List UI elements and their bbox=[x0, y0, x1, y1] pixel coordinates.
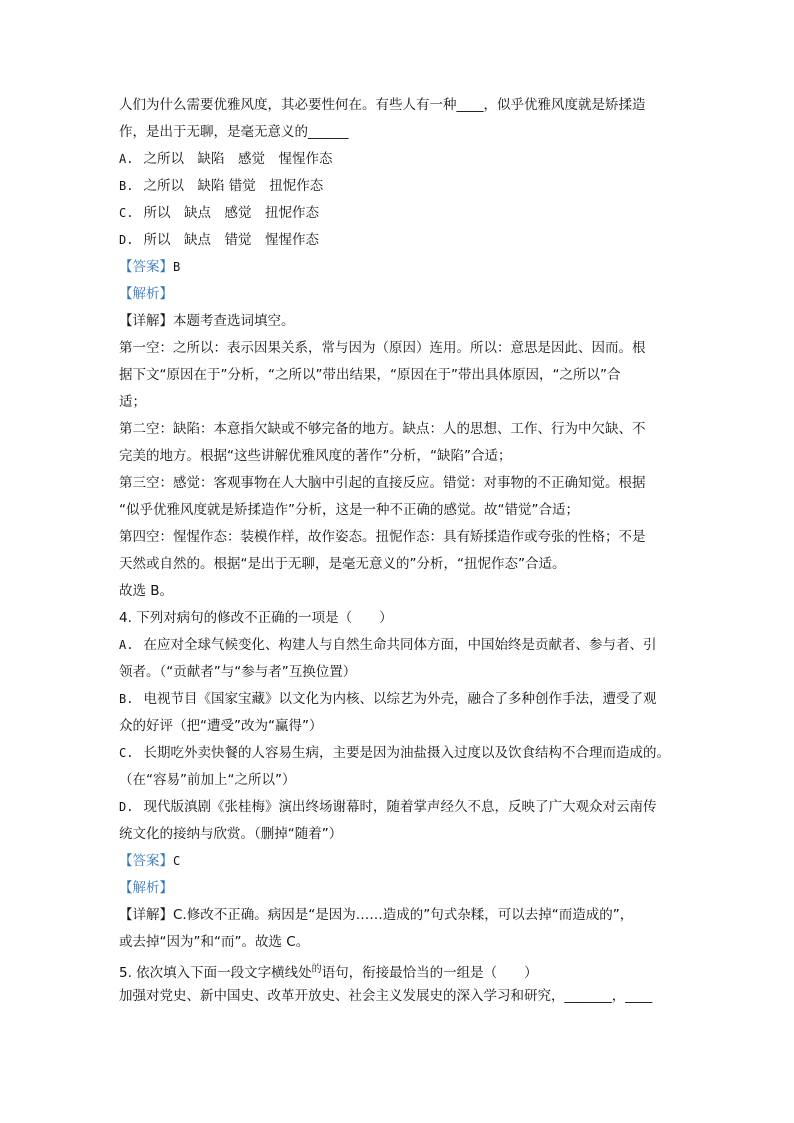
q3-detail-9: 天然或自然的。根据“是出于无聊，是毫无意义的”分析，“扭怩作态”合适。 bbox=[119, 556, 566, 572]
q5-stem: 5. 依次填入下面一段文字横线处$^的$语句，衔接最恰当的一组是（ ） bbox=[119, 964, 538, 981]
q3-stem-line-2: 作，是出于无聊，是毫无意义的______ bbox=[119, 124, 349, 140]
answer-tag: 【答案】 bbox=[119, 259, 173, 275]
answer-tag: 【答案】 bbox=[119, 853, 173, 869]
q3-option-d: D. 所以 缺点 错觉 惺惺作态 bbox=[119, 232, 319, 248]
q4-option-c-cont: （在“容易”前加上“之所以”） bbox=[119, 772, 296, 788]
q3-detail-4: 第二空：缺陷：本意指欠缺或不够完备的地方。缺点：人的思想、工作、行为中欠缺、不 bbox=[119, 421, 646, 437]
q4-stem: 4. 下列对病句的修改不正确的一项是（ ） bbox=[119, 610, 393, 626]
q3-detail-1: 第一空：之所以：表示因果关系，常与因为（原因）连用。所以：意思是因此、因而。根 bbox=[119, 340, 646, 356]
q4-option-b: B. 电视节目《国家宝藏》以文化为内核、以综艺为外壳，融合了多种创作手法，遭受了观 bbox=[119, 691, 657, 707]
q4-analysis bbox=[119, 875, 685, 902]
q4-option-c: C. 长期吃外卖快餐的人容易生病，主要是因为油盐摄入过度以及饮食结构不合理而造成的。 bbox=[119, 745, 670, 761]
q3-detail-6: 第三空：感觉：客观事物在人大脑中引起的直接反应。错觉：对事物的不正确知觉。根据 bbox=[119, 475, 646, 491]
detail-tag: 【详解】 bbox=[119, 313, 173, 329]
q3-detail-7: “似乎优雅风度就是矫揉造作”分析，这是一种不正确的感觉。故“错觉”合适； bbox=[119, 502, 579, 518]
answer-value: C bbox=[173, 854, 181, 868]
q4-option-d: D. 现代版滇剧《张桂梅》演出终场谢幕时，随着掌声经久不息，反映了广大观众对云南传 bbox=[119, 799, 657, 815]
q3-option-c: C. 所以 缺点 感觉 扭怩作态 bbox=[119, 205, 319, 221]
q3-option-b: B. 之所以 缺陷 错觉 扭怩作态 bbox=[119, 178, 324, 194]
document-page bbox=[119, 92, 685, 1010]
analysis-tag: 【解析】 bbox=[119, 286, 173, 302]
q5-body: 加强对党史、新中国史、改革开放史、社会主义发展史的深入学习和研究，_______，____ bbox=[119, 988, 653, 1004]
q4-answer bbox=[119, 848, 685, 875]
answer-value: B bbox=[173, 260, 181, 274]
q3-detail-10: 故选 B。 bbox=[119, 583, 174, 599]
q3-detail-0: 【详解】本题考查选词填空。 bbox=[119, 313, 295, 329]
q4-option-d-cont: 统文化的接纳与欣赏。（删掉“随着”） bbox=[119, 826, 343, 842]
q3-detail-5: 完美的地方。根据“这些讲解优雅风度的著作”分析，“缺陷”合适； bbox=[119, 448, 512, 464]
q3-answer bbox=[119, 254, 685, 281]
q4-option-a-cont: 领者。（“贡献者”与“参与者”互换位置） bbox=[119, 664, 357, 680]
q4-detail-1: 或去掉“因为”和“而”。故选 C。 bbox=[119, 934, 310, 950]
q4-detail-0: 【详解】C.修改不正确。病因是“是因为……造成的”句式杂糅，可以去掉“而造成的”， bbox=[119, 907, 634, 923]
q4-option-b-cont: 众的好评（把“遭受”改为“赢得”） bbox=[119, 718, 323, 734]
q4-option-a: A. 在应对全球气候变化、构建人与自然生命共同体方面，中国始终是贡献者、参与者、引 bbox=[119, 637, 657, 653]
q3-detail-8: 第四空：惺惺作态：装模作样，故作姿态。扭怩作态：具有矫揉造作或夸张的性格；不是 bbox=[119, 529, 646, 545]
q3-stem-line-1: 人们为什么需要优雅风度，其必要性何在。有些人有一种____，似乎优雅风度就是矫揉造 bbox=[119, 97, 646, 113]
q3-analysis bbox=[119, 281, 685, 308]
q3-option-a: A. 之所以 缺陷 感觉 惺惺作态 bbox=[119, 151, 333, 167]
detail-tag: 【详解】 bbox=[119, 907, 173, 923]
q3-detail-2: 据下文“原因在于”分析，“之所以”带出结果，“原因在于”带出具体原因，“之所以”合 bbox=[119, 367, 621, 383]
analysis-tag: 【解析】 bbox=[119, 880, 173, 896]
q3-detail-3: 适； bbox=[119, 394, 146, 410]
